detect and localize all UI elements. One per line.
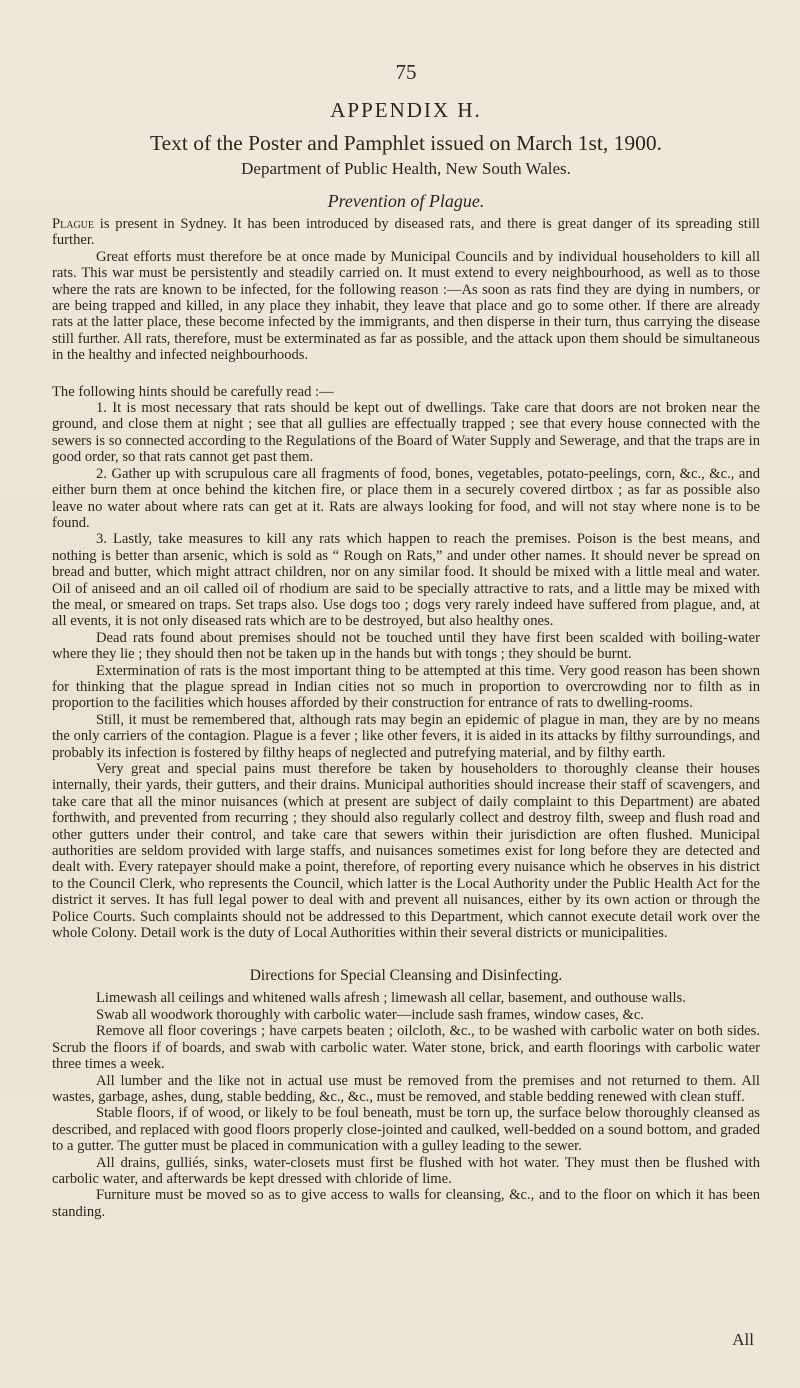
direction-paragraph: Remove all floor coverings ; have carpets beaten ; oilcloth, &c., to be washed with carbolic water on both sides. Scrub the floors if of boards, and swab with carbolic water. Water stone, brick, and earth floorings with carbolic water three times a week.	[52, 1023, 760, 1073]
document-title: Text of the Poster and Pamphlet issued on March 1st, 1900.	[149, 131, 663, 155]
appendix-heading: APPENDIX H.	[330, 98, 482, 122]
hint-paragraph: 3. Lastly, take measures to kill any rats which happen to reach the premises. Poison is the best means, and nothing is better than arsenic, which is sold as “ Rough on Rats,” and under other names. It should never be spread on bread and butter, which might attract children, nor on any similar food. It should be mixed with a little meal and water. Oil of aniseed and an oil called oil of rhodium are said to be specially attractive to rats, and a little may be mixed with the meal, or smeared on traps. Set traps also. Use dogs too ; dogs very rarely indeed have suffered from plague, and, at all events, it is not only diseased rats which are to be destroyed, but also healthy ones.	[52, 531, 760, 630]
hint-paragraph: Still, it must be remembered that, although rats may begin an epidemic of plague in man, they are by no means the only carriers of the contagion. Plague is a fever ; like other fevers, it is aided in its attacks by filthy surroundings, and probably its infection is fostered by filthy heaps of neglected and putrefying material, and by filthy earth.	[52, 711, 760, 761]
hint-paragraph: Dead rats found about premises should not be touched until they have first been scalded with boiling-water where they lie ; they should then not be taken up in the hands but with tongs ; they should be burnt.	[52, 629, 760, 663]
direction-paragraph: All drains, gulliés, sinks, water-closets must first be flushed with hot water. They must then be flushed with carbolic water, and afterwards be kept dressed with chloride of lime.	[52, 1154, 760, 1187]
directions-heading: Directions for Special Cleansing and Disinfecting.	[249, 967, 563, 985]
direction-paragraph: Swab all woodwork thoroughly with carbolic water—include sash frames, window cases, &c.	[96, 1006, 644, 1023]
hint-paragraph: 1. It is most necessary that rats should be kept out of dwellings. Take care that doors are not broken near the ground, and close them at night ; see that all gullies are effectually trapped ; see that every house connected with the sewers is so connected according to the Regulations of the Board of Water Supply and Sewerage, and that the traps are in good order, so that rats cannot get past them.	[52, 400, 760, 466]
intro-lead-text: is present in Sydney. It has been introduced by diseased rats, and there is great danger of its spreading still further.	[52, 216, 760, 249]
hint-paragraph: 2. Gather up with scrupulous care all fragments of food, bones, vegetables, potato-peelings, corn, &c., &c., and either burn them at once behind the kitchen fire, or place them in a securely covered dirtbox ; as far as possible also leave no water about where rats can get at it. Rats are always looking for food, and will not stay where none is to be found.	[52, 465, 760, 531]
intro-paragraph-2: Great efforts must therefore be at once made by Municipal Councils and by individual householders to kill all rats. This war must be persistently and steadily carried on. It must extend to every neighbourhood, as well as to those where the rats are known to be infected, for the following reason :—As soon as rats find they are dying in numbers, or are being trapped and killed, in any place they inhabit, they leave that place and go to some other. If there are already rats at the latter place, these become infected by the immigrants, and then disperse in their turn, thus carrying the disease still further. All rats, therefore, must be exterminated as far as possible, and the attack upon them should be simultaneous in the healthy and infected neighbourhoods.	[52, 248, 760, 364]
direction-paragraph: Limewash all ceilings and whitened walls afresh ; limewash all cellar, basement, and outhouse walls.	[96, 990, 686, 1007]
page-number: 75	[395, 60, 417, 84]
hint-paragraph: Very great and special pains must therefore be taken by householders to thoroughly cleanse their houses internally, their yards, their gutters, and their drains. Municipal authorities should increase their staff of scavengers, and take care that all the minor nuisances (which at present are subject of daily complaint to this Department) are abated forthwith, and prevented from recurring ; they should also regularly collect and destroy filth, sweep and flush road and other gutters under their control, and take care that sewers within their jurisdiction are often flushed. Municipal authorities are seldom provided with large staffs, and nuisances sometimes exist for long before they are detected and dealt with. Every ratepayer should make a point, therefore, of reporting every nuisance which he observes in his district to the Council Clerk, who represents the Council, which latter is the Local Authority under the Public Health Act for the district it serves. It has full legal power to deal with and prevent all nuisances, either by its own action or through the Police Courts. Such complaints should not be addressed to this Department, which cannot execute detail work over the whole Colony. Detail work is the duty of Local Authorities within their several districts or municipalities.	[52, 761, 760, 942]
department-line: Department of Public Health, New South Wales.	[241, 159, 571, 178]
section-subtitle: Prevention of Plague.	[327, 191, 485, 211]
intro-paragraph-1	[52, 216, 760, 249]
direction-paragraph: Furniture must be moved so as to give access to walls for cleansing, &c., and to the floor on which it has been standing.	[52, 1187, 760, 1220]
direction-paragraph: Stable floors, if of wood, or likely to be foul beneath, must be torn up, the surface below thoroughly cleansed as described, and replaced with good floors properly close-jointed and caulked, well-bedded on a sound bottom, and graded to a gutter. The gutter must be placed in communication with a gulley leading to the sewer.	[52, 1105, 760, 1155]
intro-lead-word: Plague	[52, 216, 94, 232]
catchword: All	[732, 1330, 754, 1349]
hints-intro: The following hints should be carefully read :—	[52, 383, 334, 400]
direction-paragraph: All lumber and the like not in actual use must be removed from the premises and not returned to them. All wastes, garbage, ashes, dung, stable bedding, &c., &c., must be removed, and stable bedding renewed with clean stuff.	[52, 1072, 760, 1105]
hint-paragraph: Extermination of rats is the most important thing to be attempted at this time. Very good reason has been shown for thinking that the plague spread in Indian cities not so much in proportion to overcrowding nor to filth as in proportion to the facilities which houses afforded by their construction for entrance of rats to dwelling-rooms.	[52, 662, 760, 712]
